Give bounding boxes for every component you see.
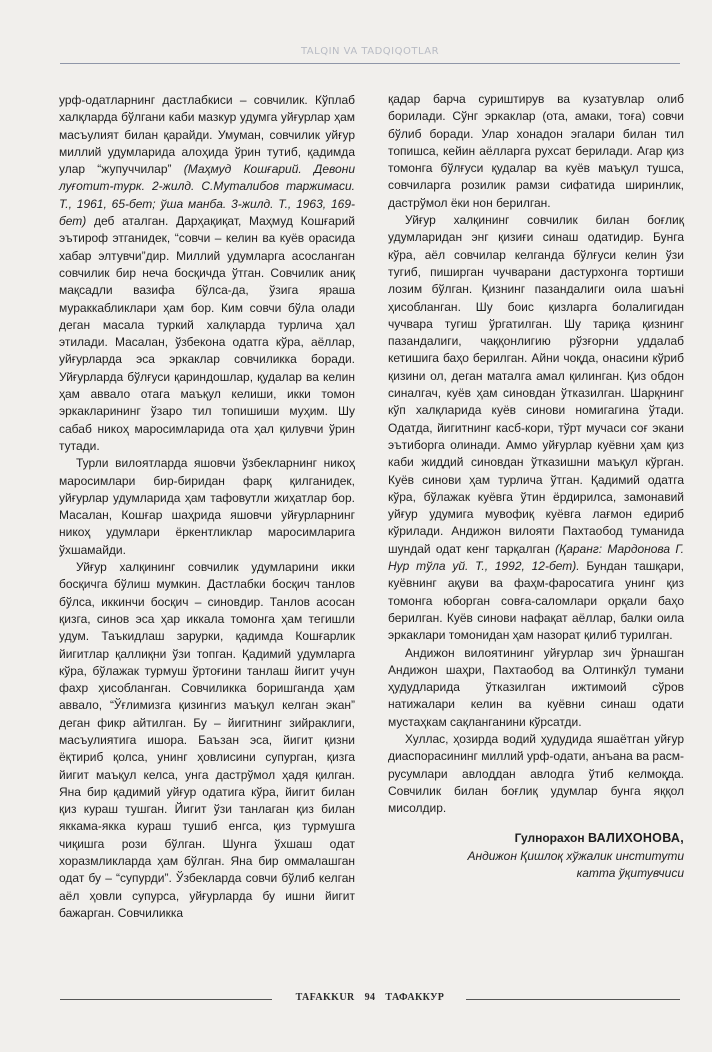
right-column: [388, 91, 684, 882]
author-affiliation: Андижон Қишлоқ хўжалик институти: [467, 848, 684, 863]
paragraph: Турли вилоятларда яшовчи ўзбекларнинг никоҳ маросимлари бир-биридан фарқ қилганидек, уйғурлар удумларида ҳам тафовутли жиҳатлар бор. Масалан, Кошғар шаҳрида яшовчи уйғурларнинг никоҳ удумлари ёркентликлар маросимларига ўхшамайди.: [59, 456, 355, 557]
header-rule: [60, 63, 680, 64]
page-number: 94: [364, 992, 376, 1003]
paragraph-text: деб аталган. Дарҳақиқат, Маҳмуд Кошғарий эътироф этганидек, “совчи – келин ва куёв орасида хабар элтувчи”дир. Миллий удумларга асосланган совчилик бир неча босқичда ўтган. Совчилик аниқ мақсадли вазифа бўлса-да, ўзига яраша мураккабликлари ҳам бор. Ким совчи бўла олади деган масала туркий халқларда турлича ҳал этилади. Масалан, ўзбекона одатга кўра, аёллар, уйғурларда эса эркаклар совчиликка боради. Уйғурларда бўлғуси қариндошлар, қудалар ва келин ҳам аввало отага маъқул келиши, икки томон эркакларининг ўзаро тил топишиши муҳим. Шу сабаб никоҳ маросимларида ота ҳал қилувчи ўрин тутади.: [59, 214, 355, 453]
paragraph: Хуллас, ҳозирда водий ҳудудида яшаётган уйғур диаспорасининг миллий урф-одати, анъана ва расм-русумлари авлоддан авлодга ўтиб келмоқда. Совчилик билан боғлиқ удумлар бунга яққол мисолдир.: [388, 731, 685, 816]
paragraph: [59, 92, 355, 455]
left-column: [59, 92, 355, 922]
paragraph-text: Уйғур халқининг совчилик билан боғлиқ удумларидан энг қизиғи синаш одатидир. Бунга кўра, аёл совчилар келганда бўлғуси келин ўзи тугиб, пиширган чучварани дастурхонга тортиши лозим бўлган. Қизнинг пазандалиги оила шаънi ҳисобланган. Шу боис қизларга болалигидан чучвара тугиш ўргатилган. Шу тариқа қизнинг пазандалиги, чаққонлигию рўзғорни уддалаб кетишига баҳо берилган. Айни чоқда, онасини кўриб қизини ол, деган маталга амал қилинган. Қиз обдон синалгач, куёв ҳам синовдан ўтказилган. Шарқнинг кўп халқларида куёв синови номигагина ўтади. Одатда, йигитнинг касб-кори, тўрт мучаси соғ экани эътиборга олинади. Аммо уйғурлар куёвни ҳам қиз каби жиддий синовдан ўтказишни маъқул кўрган. Куёв синови ҳам турлича ўтган. Қадимий одатга кўра, бўлажак куёвга ўтин ёрдирилса, замонавий уйғур удумига мувофиқ куёвга лағмон едириб кўрилади. Андижон вилояти Пахтаобод туманида шундай одат кенг тарқалган: [388, 213, 684, 556]
paragraph: Андижон вилоятининг уйғурлар зич ўрнашган Андижон шаҳри, Пахтаобод ва Олтинкўл тумани ҳудудларида ўтказилган ижтимоий сўров натижалари келин ва куёвни синаш одати мустаҳкам сақланганини кўрсатди.: [388, 645, 684, 729]
paragraph: [388, 212, 684, 644]
paragraph-text: урф-одатларнинг дастлабкиси – совчилик. Кўплаб халқларда бўлгани каби мазкур удумга уйғурлар ҳам масъулият билан қарайди. Умуман, совчилик уйғур миллий удумларида алоҳида ўрин тутиб, қадимда улар “жупуччилар”: [59, 93, 355, 177]
footer-rule-left: [60, 999, 272, 1000]
paragraph: Уйғур халқининг совчилик удумларини икки босқичга бўлиш мумкин. Дастлабки босқич танлов бўлса, иккинчи босқич – синовдир. Танлов асосан қизга, синов эса ҳар иккала томонга ҳам тегишли удум. Таъкидлаш зарурки, қадимда Кошғарлик йигитлар қаллиқни ўзи топган. Қадимий удумларга кўра, бўлажак турмуш ўртоғини танлаш йигит учун фахр ҳисобланган. Совчиликка боришганда ҳам аввало, “Ўғлимизга қизингиз маъқул келган экан” деган фикр айтилган. Бу – йигитнинг зийраклиги, масъулиятига ишора. Баъзан эса, йигит қизни ёқтириб қолса, унинг ҳовлисини супурган, қизга йигит маъқул келса, унга дастрўмол ҳадя қилган. Яна бир қадимий уйғур одатига кўра, йигит билан қиз кураш тушган. Йигит ўзи танлаган қиз билан яккама-якка кураш тушиб енгса, қиз турмушга чиқишга рози бўлган. Шунга ўхшаш одат хоразмликларда ҳам бўлган. Яна бир оммалашган одат бу – “супурди”. Ўзбекларда совчи бўлиб келган аёл ҳовли супурса, уйғурларда бу ишни йигит бажарган. Совчиликка: [59, 560, 355, 920]
paragraph-text: Бундан ташқари, куёвнинг ақуви ва фаҳм-фаросатига унинг қиз томонга юборган совға-саломлари орқали баҳо берилган. Куёв синови нафақат аёллар, балки оила эркаклари томонидан ҳам назорат қилиб турилган.: [388, 559, 685, 643]
author-surname: ВАЛИХОНОВА,: [587, 831, 684, 846]
citation: (Маҳмуд Кошғарий. Девони луғотит-турк. 2-жилд. С.Муталибов таржимаси. Т., 1961, 65-бет; ўша манба. 3-жилд. Т., 1963, 169-бет): [59, 162, 355, 229]
paragraph: қадар барча суриштирув ва кузатувлар олиб борилади. Сўнг эркаклар (ота, амаки, тоға) совчи бўлиб боради. Улар хонадон эгалари билан тил топишса, кейин аёлларга рухсат берилади. Агар қиз томонга бўлғуси қудалар ва куёв маъқул тушса, совчиларга розилик рамзи сифатида ширинлик, дастрўмол ёки нон берилган.: [388, 92, 684, 210]
journal-name-latin: TAFAKKUR: [295, 992, 355, 1003]
journal-name-cyrillic: ТАФАККУР: [385, 992, 445, 1003]
author-position: катта ўқитувчиси: [576, 865, 684, 880]
running-title: TALQIN VA TADQIQOTLAR: [300, 46, 440, 57]
citation: (Қаранг: Мардонова Г. Нур тўла уй. Т., 1992, 12-бет).: [388, 541, 684, 574]
author-name: [388, 830, 684, 847]
footer-rule-right: [466, 999, 680, 1000]
footer-text: [282, 992, 458, 1003]
page-footer: [60, 992, 680, 1006]
author-signature: [388, 830, 684, 881]
author-first-name: Гулнорахон: [514, 831, 585, 846]
